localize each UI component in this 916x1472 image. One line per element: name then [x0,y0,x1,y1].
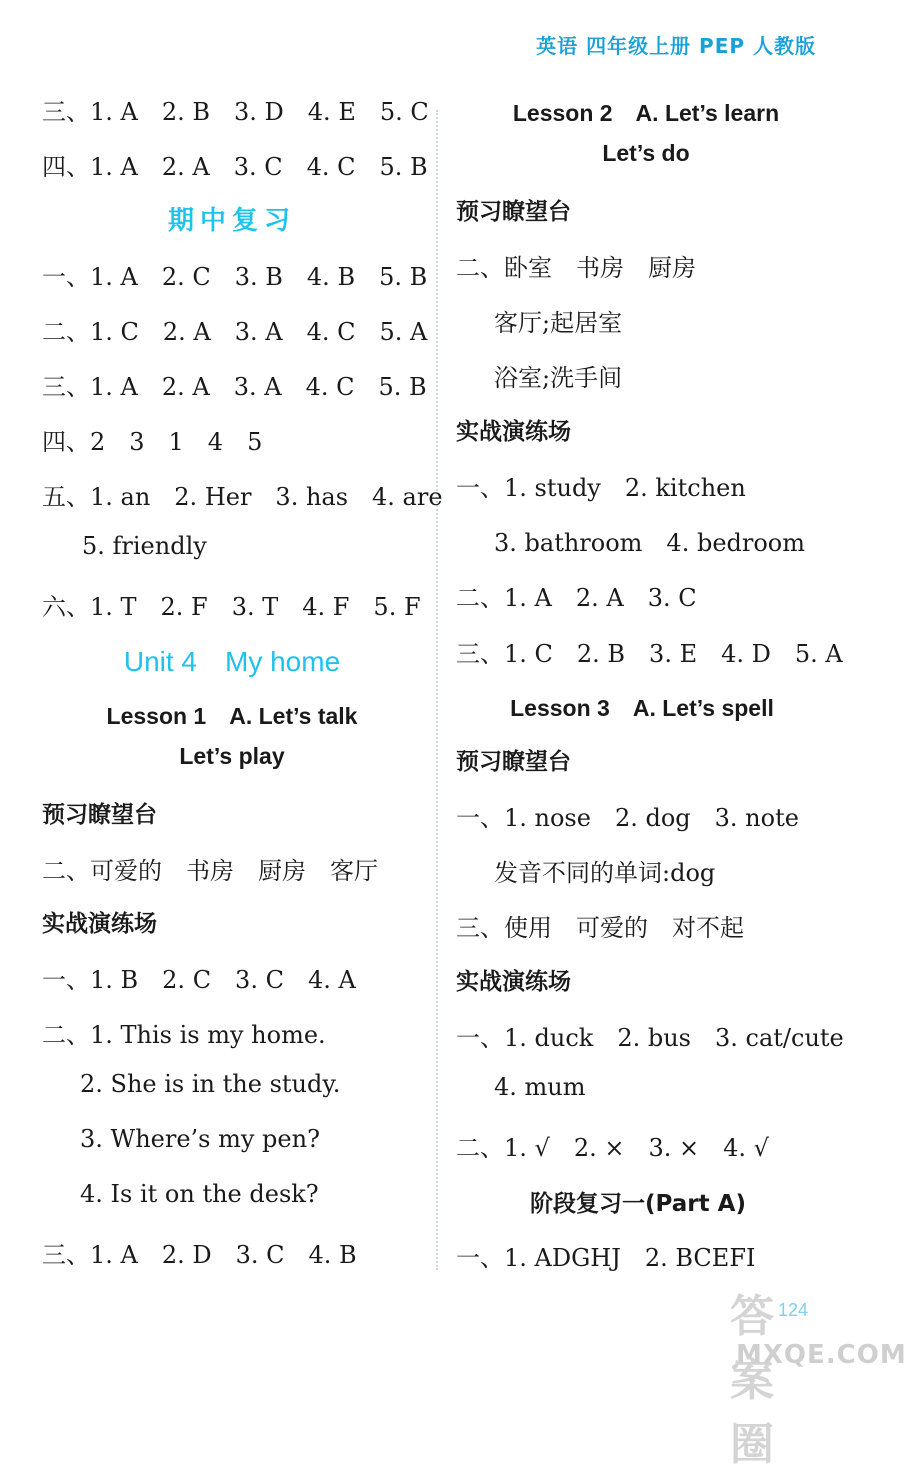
answer-line: 3. bathroom 4. bedroom [494,529,806,557]
answer-line: 一、1. B 2. C 3. C 4. A [42,966,356,994]
answer-line: 三、1. A 2. D 3. C 4. B [42,1241,357,1269]
lesson-heading: Lesson 3 A. Let’s spell [510,695,774,721]
section-heading: 实战演练场 [42,911,157,937]
answer-line: 二、1. This is my home. [42,1021,326,1049]
answer-line: 客厅;起居室 [494,309,623,337]
section-heading: 预习瞭望台 [456,749,571,775]
answer-line: 三、1. A 2. A 3. A 4. C 5. B [42,373,427,401]
answer-line: 一、1. A 2. C 3. B 4. B 5. B [42,263,428,291]
answer-line: 三、1. A 2. B 3. D 4. E 5. C [42,98,429,126]
answer-line: 一、1. study 2. kitchen [456,474,746,502]
answer-line: 3. Where’s my pen? [80,1125,320,1153]
answer-line: 二、1. A 2. A 3. C [456,584,697,612]
answer-line: 四、1. A 2. A 3. C 4. C 5. B [42,153,428,181]
answer-line: 二、1. C 2. A 3. A 4. C 5. A [42,318,428,346]
lesson-subheading: Let’s play [179,743,285,769]
answer-line: 4. Is it on the desk? [80,1180,319,1208]
lesson-heading: Lesson 2 A. Let’s learn [512,100,780,126]
answer-line: 一、1. ADGHJ 2. BCEFI [456,1244,756,1272]
lesson-heading: Lesson 1 A. Let’s talk [106,703,358,729]
answer-line: 三、使用 可爱的 对不起 [456,914,744,942]
section-heading: 实战演练场 [456,969,571,995]
answer-line: 五、1. an 2. Her 3. has 4. are [42,483,443,511]
answer-line: 六、1. T 2. F 3. T 4. F 5. F [42,593,421,621]
header-title: 英语 四年级上册 PEP 人教版 [536,34,816,58]
watermark-logo-text: 答案圈 [730,1291,776,1470]
answer-line: 5. friendly [82,532,207,560]
answer-line: 一、1. nose 2. dog 3. note [456,804,799,832]
review-heading: 阶段复习一(Part A) [530,1191,746,1217]
page-number: 124 [778,1300,809,1320]
unit-title: Unit 4 My home [123,646,341,677]
answer-line: 一、1. duck 2. bus 3. cat/cute [456,1024,844,1052]
answer-line: 二、可爱的 书房 厨房 客厅 [42,857,378,885]
column-divider [436,110,438,1270]
answer-line: 二、1. √ 2. × 3. × 4. √ [456,1134,769,1162]
answer-line: 4. mum [494,1073,586,1101]
answer-line: 2. She is in the study. [80,1070,341,1098]
answer-line: 四、2 3 1 4 5 [42,428,263,456]
section-heading: 实战演练场 [456,419,571,445]
section-heading: 预习瞭望台 [42,802,157,828]
watermark-url: MXQE.COM [736,1340,907,1370]
answer-line: 二、卧室 书房 厨房 [456,254,696,282]
answer-line: 三、1. C 2. B 3. E 4. D 5. A [456,640,843,668]
lesson-subheading: Let’s do [602,140,690,166]
answer-line: 发音不同的单词:dog [494,859,716,887]
midterm-review-title: 期中复习 [167,206,297,236]
answer-line: 浴室;洗手间 [494,364,623,392]
section-heading: 预习瞭望台 [456,199,571,225]
